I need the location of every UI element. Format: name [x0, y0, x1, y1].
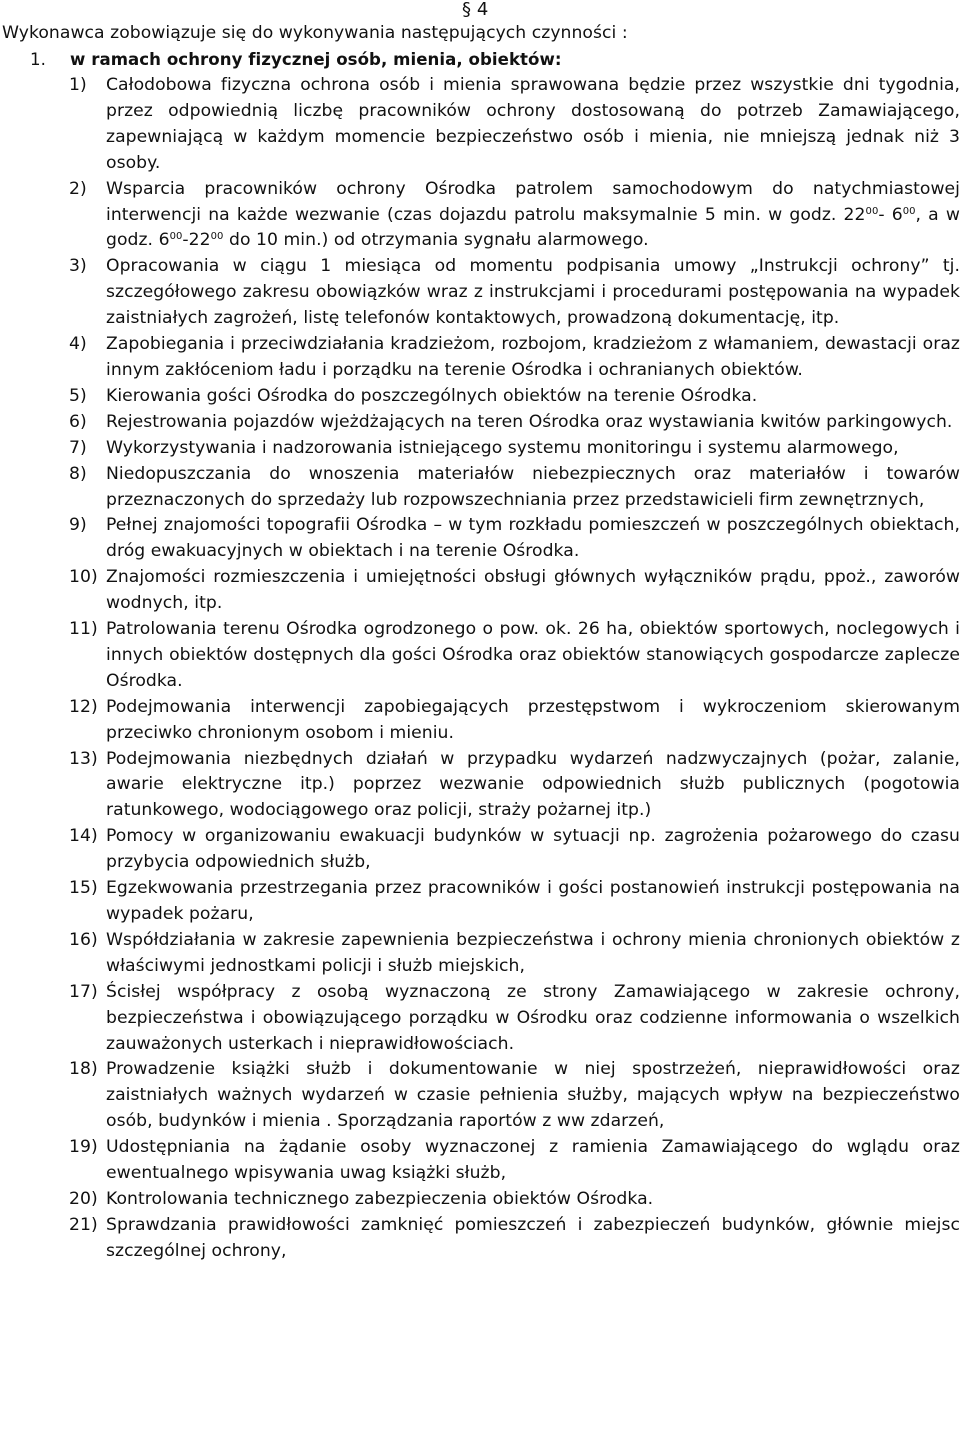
list-item-text: Egzekwowania przestrzegania przez pracowników i gości postanowień instrukcji postępowania na wypadek pożaru,: [106, 878, 960, 924]
list-item: [69, 177, 960, 255]
list-item: [69, 410, 960, 436]
list-item: [69, 876, 960, 928]
list-item-number: 5): [69, 385, 87, 406]
list-item-text: Udostępniania na żądanie osoby wyznaczonej z ramienia Zamawiającego do wglądu oraz ewentualnego wpisywania uwag książki służb,: [106, 1137, 960, 1184]
list-item: [69, 1135, 960, 1187]
list-item-text: Niedopuszczania do wnoszenia materiałów niebezpiecznych oraz materiałów i towarów przeznaczonych do sprzedaży lub rozpowszechniania przez przedstawicieli firm zewnętrznych,: [106, 463, 960, 510]
list-item-text-part: Wsparcia pracowników ochrony Ośrodka patrolem samochodowym do natychmiastowej interwencji na każde wezwanie (czas dojazdu patrolu maksymalnie 5 min. w godz. 22: [106, 178, 960, 225]
list-item: [69, 1057, 960, 1135]
list-item-text: Sprawdzania prawidłowości zamknięć pomieszczeń i zabezpieczeń budynków, głównie miejsc szczególnej ochrony,: [106, 1214, 960, 1261]
paragraph-heading: § 4: [462, 0, 489, 20]
list-item-text: Patrolowania terenu Ośrodka ogrodzonego o pow. ok. 26 ha, obiektów sportowych, noclegowych i innych obiektów dostępnych dla gości Ośrodka oraz obiektów stanowiących gospodarcze zaplecze Ośrodka.: [106, 619, 960, 691]
list-item-number: 13): [69, 748, 98, 769]
list-item-text: Opracowania w ciągu 1 miesiąca od momentu podpisania umowy „Instrukcji ochrony” tj. szczegółowego zakresu obowiązków wraz z instrukcjami i procedurami postępowania na wypadek zaistniałych zagrożeń, listę telefonów kontaktowych, prowadzoną dokumentację, itp.: [106, 256, 960, 329]
list-item-text: Wykorzystywania i nadzorowania istniejącego systemu monitoringu i systemu alarmowego,: [106, 437, 899, 458]
list-item-number: 4): [69, 334, 87, 355]
list-item: [69, 254, 960, 332]
list-item-text: Ścisłej współpracy z osobą wyznaczoną ze strony Zamawiającego w zakresie ochrony, bezpieczeństwa i obowiązującego porządku w Ośrodku oraz codzienne informowania o wszelkich zauważonych usterkach i nieprawidłowościach.: [106, 981, 960, 1054]
list-item-number: 11): [69, 619, 98, 640]
list-item-number: 12): [69, 696, 98, 717]
section-title: [30, 47, 562, 73]
list-item-text: Całodobowa fizyczna ochrona osób i mienia sprawowana będzie przez wszystkie dni tygodnia, przez odpowiednią liczbę pracowników ochrony dostosowaną do potrzeb Zamawiającego, zapewniającą w każdym momencie bezpieczeństwo osób i mienia, nie mniejszą jednak niż 3 osoby.: [106, 75, 960, 173]
duties-list: [69, 73, 960, 1265]
list-item: [69, 565, 960, 617]
list-item-text: Pomocy w organizowaniu ewakuacji budynków w sytuacji np. zagrożenia pożarowego do czasu przybycia odpowiednich służb,: [106, 826, 960, 873]
list-item-text-part: do 10 min.) od otrzymania sygnału alarmowego.: [223, 230, 649, 251]
list-item-text-part: - 6: [878, 204, 903, 225]
list-item-number: 21): [69, 1214, 98, 1235]
list-item-text: Współdziałania w zakresie zapewnienia bezpieczeństwa i ochrony mienia chronionych obiektów z właściwymi jednostkami policji i służb miejskich,: [106, 929, 960, 976]
list-item-text: Podejmowania niezbędnych działań w przypadku wydarzeń nadzwyczajnych (pożar, zalanie, awarie elektryczne itp.) poprzez wezwanie odpowiednich służb publicznych (pogotowia ratunkowego, wodociągowego oraz policji, straży pożarnej itp.): [106, 748, 960, 821]
list-item-number: 20): [69, 1188, 98, 1209]
hour-superscript: 00: [902, 205, 916, 217]
list-item: [69, 332, 960, 384]
list-item-text: Pełnej znajomości topografii Ośrodka – w tym rozkładu pomieszczeń w poszczególnych obiektach, dróg ewakuacyjnych w obiektach i na terenie Ośrodka.: [106, 515, 960, 562]
list-item-number: 14): [69, 826, 98, 847]
list-item-text: [106, 177, 960, 255]
list-item-text: Zapobiegania i przeciwdziałania kradzieżom, rozbojom, kradzieżom z włamaniem, dewastacji oraz innym zakłóceniom ładu i porządku na terenie Ośrodka i ochranianych obiektów.: [106, 334, 960, 380]
list-item-text: Prowadzenie książki służb i dokumentowanie w niej spostrzeżeń, nieprawidłowości oraz zaistniałych ważnych wydarzeń w czasie pełnienia służby, mających wpływ na bezpieczeństwo osób, budynków i mienia . Sporządzania raportów z ww zdarzeń,: [106, 1059, 960, 1132]
list-item-number: 1): [69, 75, 87, 95]
list-item-number: 10): [69, 567, 98, 588]
hour-superscript: 00: [169, 231, 183, 243]
list-item-number: 3): [69, 256, 87, 277]
list-item: [69, 617, 960, 695]
list-item: [69, 747, 960, 825]
list-item-number: 9): [69, 515, 87, 536]
list-item-text: Kontrolowania technicznego zabezpieczenia obiektów Ośrodka.: [106, 1188, 654, 1209]
list-item-number: 18): [69, 1059, 98, 1080]
section-title-text: w ramach ochrony fizycznej osób, mienia, obiektów:: [70, 50, 562, 69]
hour-superscript: 00: [210, 231, 224, 243]
list-item: [69, 695, 960, 747]
list-item: [69, 462, 960, 514]
list-item-number: 6): [69, 411, 87, 432]
list-item: [69, 1187, 960, 1213]
list-item-number: 17): [69, 981, 98, 1002]
list-item: [69, 928, 960, 980]
list-item: [69, 1213, 960, 1265]
intro-text: Wykonawca zobowiązuje się do wykonywania następujących czynności :: [2, 23, 628, 43]
list-item-number: 19): [69, 1137, 98, 1158]
list-item-text: Podejmowania interwencji zapobiegających przestępstwom i wykroczeniom skierowanym przeciwko chronionym osobom i mieniu.: [106, 696, 960, 743]
list-item-text: Kierowania gości Ośrodka do poszczególnych obiektów na terenie Ośrodka.: [106, 385, 758, 406]
list-item-number: 16): [69, 929, 98, 950]
list-item-text: Rejestrowania pojazdów wjeżdżających na teren Ośrodka oraz wystawiania kwitów parkingowych.: [106, 411, 953, 432]
list-item-text: Znajomości rozmieszczenia i umiejętności obsługi głównych wyłączników prądu, ppoż., zaworów wodnych, itp.: [106, 567, 960, 614]
list-item-text-part: , a w godz. 6: [106, 204, 960, 251]
section-number: 1.: [30, 50, 46, 69]
list-item: [69, 824, 960, 876]
list-item: [69, 980, 960, 1058]
list-item: [69, 384, 960, 410]
list-item-text-part: -22: [182, 230, 211, 251]
hour-superscript: 00: [865, 205, 879, 217]
list-item-number: 2): [69, 178, 87, 199]
list-item-number: 8): [69, 463, 87, 484]
list-item: [69, 73, 960, 177]
list-item-number: 15): [69, 878, 98, 899]
list-item: [69, 436, 960, 462]
list-item-number: 7): [69, 437, 87, 458]
list-item: [69, 513, 960, 565]
